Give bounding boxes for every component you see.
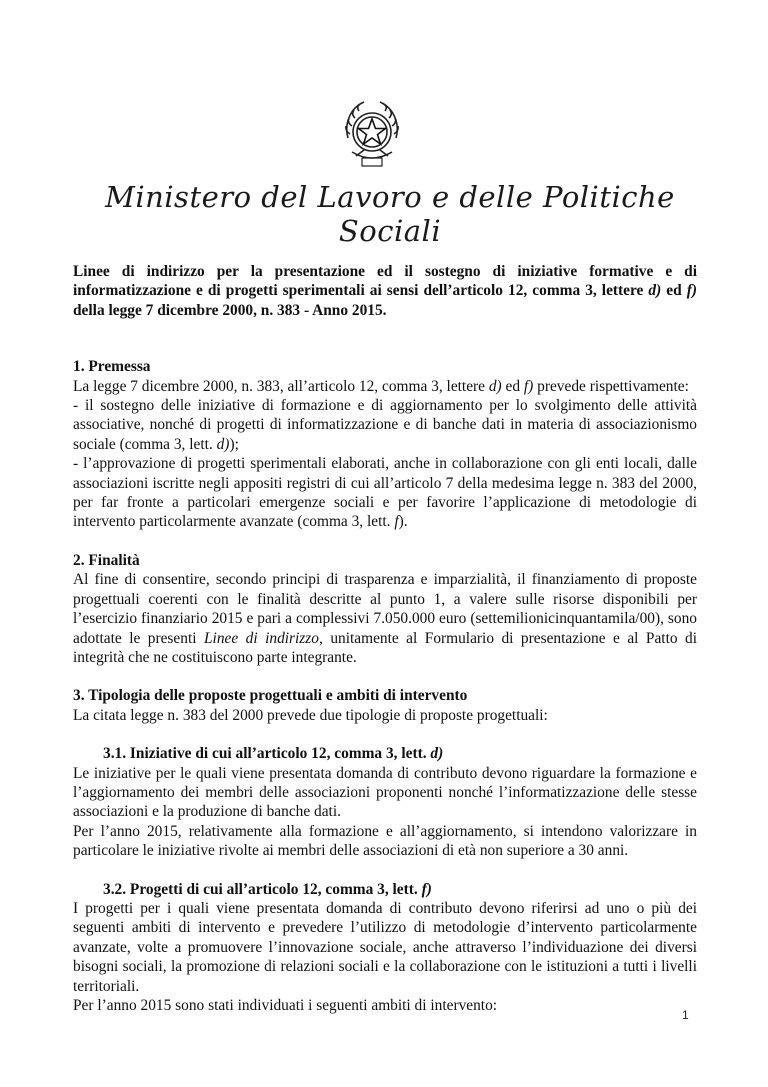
paragraph: Le iniziative per le quali viene presentata domanda di contributo devono riguardare la formazione e l’aggiornamento dei membri delle associazioni proponenti nonché l’informatizzazione delle stesse associazioni e la produzione di banche dati. — [73, 764, 697, 821]
paragraph: La legge 7 dicembre 2000, n. 383, all’articolo 12, comma 3, lettere d) ed f) prevede rispettivamente: — [73, 377, 689, 395]
document-body — [73, 262, 697, 1015]
paragraph: Al fine di consentire, secondo principi di trasparenza e imparzialità, il finanziamento di proposte progettuali coerenti con le finalità descritte al punto 1, a valere sulle risorse disponibili per l’esercizio finanziario 2015 e pari a complessivi 7.050.000 euro (settemilionicinquantamila/00), sono adottate le presenti Linee di indirizzo, unitamente al Formulario di presentazione e al Patto di integrità che ne costituiscono parte integrante. — [73, 571, 697, 666]
page-number: 1 — [682, 1008, 689, 1022]
section-tipologia — [73, 686, 697, 725]
section-heading: 1. Premessa — [73, 358, 151, 376]
section-heading: 2. Finalità — [73, 551, 140, 569]
document-title: Linee di indirizzo per la presentazione ed il sostegno di iniziative formative e di informatizzazione e di progetti sperimentali ai sensi dell’articolo 12, comma 3, lettere d) ed f) della legge 7 dicembre 2000, n. 383 - Anno 2015. — [73, 263, 697, 319]
italian-republic-emblem-icon — [338, 94, 406, 174]
paragraph: La citata legge n. 383 del 2000 prevede due tipologie di proposte progettuali: — [73, 706, 548, 724]
subsection-heading: 3.1. Iniziative di cui all’articolo 12, comma 3, lett. d) — [103, 745, 444, 763]
list-item: - l’approvazione di progetti sperimentali elaborati, anche in collaborazione con gli enti locali, dalle associazioni iscritte negli appositi registri di cui all’articolo 7 della medesima legge n. 383 del 2000, per far fronte a particolari emergenze sociali e per favorire l’applicazione di metodologie di intervento particolarmente avanzate (comma 3, lett. f). — [73, 455, 697, 531]
section-finalita — [73, 551, 697, 667]
subsection-heading: 3.2. Progetti di cui all’articolo 12, comma 3, lett. f) — [103, 880, 432, 898]
paragraph: Per l’anno 2015, relativamente alla formazione e all’aggiornamento, si intendono valorizzare in particolare le iniziative rivolte ai membri delle associazioni di età non superiore a 30 anni. — [73, 822, 697, 860]
paragraph: Per l’anno 2015 sono stati individuati i seguenti ambiti di intervento: — [73, 997, 498, 1014]
list-item: - il sostegno delle iniziative di formazione e di aggiornamento per lo svolgimento delle attività associative, nonché di progetti di informatizzazione e di banche dati in materia di associazionismo sociale (comma 3, lett. d)); — [73, 397, 697, 453]
paragraph: I progetti per i quali viene presentata domanda di contributo devono riferirsi ad uno o più dei seguenti ambiti di intervento e prevedere l’utilizzo di metodologie d’intervento particolarmente avanzate, volte a promuovere l’innovazione sociale, anche attraverso l’individuazione dei diversi bisogni sociali, la promozione di relazioni sociali e la collaborazione con le istituzioni a tutti i livelli territoriali. — [73, 899, 697, 995]
subsection-3-1 — [73, 744, 697, 860]
ministry-name: Ministero del Lavoro e delle Politiche Sociali — [105, 180, 675, 248]
section-heading: 3. Tipologia delle proposte progettuali e ambiti di intervento — [73, 687, 468, 705]
subsection-3-2 — [73, 880, 697, 1016]
section-premessa — [73, 357, 697, 532]
